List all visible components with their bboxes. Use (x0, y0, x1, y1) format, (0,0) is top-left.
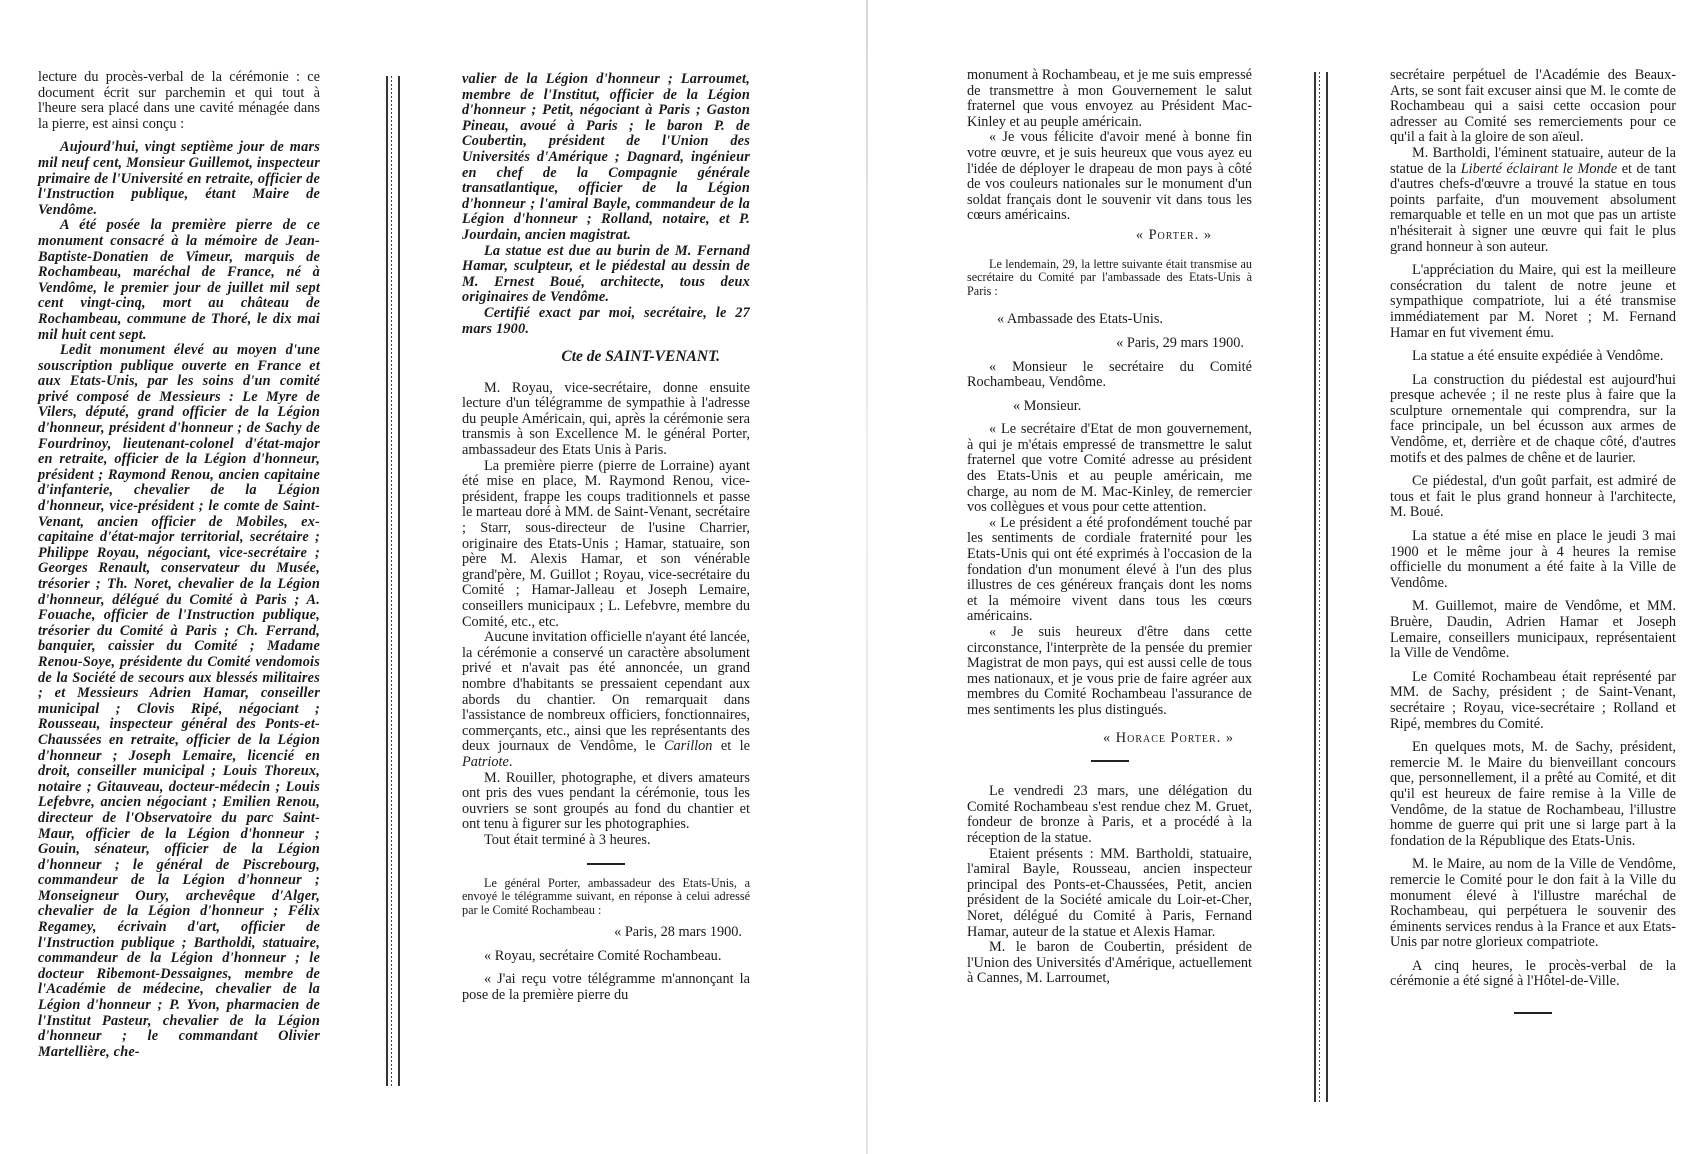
paragraph: Le vendredi 23 mars, une délégation du Comité Rochambeau s'est rendue chez M. Gruet, fondeur de bronze à Paris, et a procédé à la réception de la statue. (967, 783, 1252, 846)
paragraph: Le lendemain, 29, la lettre suivante était transmise au secrétaire du Comité par l'ambassade des Etats-Unis à Paris : (967, 256, 1252, 298)
proces-verbal-paragraph: A été posée la première pierre de ce monument consacré à la mémoire de Jean-Baptiste-Donatien de Vimeur, marquis de Rochambeau, maréchal de France, né à Vendôme, le premier jour de juillet mil sept cent vingt-cinq, mort au château de Rochambeau, commune de Thoré, le dix mai mil huit cent sept. (38, 217, 320, 343)
column-rule (1314, 72, 1328, 1102)
proces-verbal-paragraph: valier de la Légion d'honneur ; Larroumet, membre de l'Institut, officier de la Légion d'honneur ; Petit, négociant à Paris ; Gaston Pineau, avoué à Paris ; le baron P. de Coubertin, président de l'Union des Universités d'Amérique ; Dagnard, ingénieur en chef de la Compagnie générale transatlantique, officier de la Légion d'honneur ; l'amiral Bayle, commandeur de la Légion d'honneur ; Rolland, notaire, et P. Jourdain, ancien magistrat. (462, 71, 750, 243)
signature: Cte de SAINT-VENANT. (561, 348, 720, 366)
column-4 (1390, 68, 1676, 1026)
text-run: et le (712, 738, 750, 755)
telegram-address: « Royau, secrétaire Comité Rochambeau. (484, 947, 722, 964)
paragraph: Tout était terminé à 3 heures. (484, 831, 651, 848)
paragraph: Ce piédestal, d'un goût parfait, est admiré de tous et fait le plus grand honneur à l'architecte, M. Boué. (1390, 473, 1676, 521)
letter-paragraph: « Le président a été profondément touché par les sentiments de cordiale fraternité pour les Etats-Unis qui ont été exprimés à l'occasion de la fondation d'un monument élevé à l'un des plus illustres de ces généreux français dont les noms et la mémoire vivent dans tous les cœurs américains. (967, 514, 1252, 625)
intro-paragraph: lecture du procès-verbal de la cérémonie : ce document écrit sur parchemin et qui tout à l'heure sera placé dans une cavité ménagée dans la pierre, est ainsi conçu : (38, 69, 320, 132)
letter-salutation: « Monsieur. (1013, 397, 1082, 414)
paragraph: secrétaire perpétuel de l'Académie des Beaux-Arts, se sont fait excuser ainsi que M. le comte de Rochambeau qui a saisi cette occasion pour adresser au Comité ses remerciements pour ce qu'il a fait à la gloire de son aïeul. (1390, 67, 1676, 146)
telegram-body: monument à Rochambeau, et je me suis empressé de transmettre à mon Gouvernement le salut fraternel que vous envoyez au Président Mac-Kinley et au peuple américain. (967, 67, 1252, 130)
text-run: et de tant d'autres chefs-d'œuvre a trouvé la statue en tous points parfaite, d'un mouvement absolument remarquable et telle en un mot que pas un artiste n'hésiterait à signer une œuvre qui fait le plus grand honneur à son auteur. (1390, 160, 1676, 255)
telegram-signature: « Porter. » (1135, 226, 1212, 243)
proces-verbal-certification: Certifié exact par moi, secrétaire, le 27 mars 1900. (462, 304, 750, 337)
paragraph: M. le Maire, au nom de la Ville de Vendôme, remercie le Comité pour le don fait à la Ville du monument élevé à l'illustre maréchal de Rochambeau, qui perpétuera le souvenir des éminents services rendus à la France et aux Etats-Unis par notre glorieux compatriote. (1390, 856, 1676, 951)
newspaper-title: Patriote (462, 753, 509, 770)
paragraph: Le Comité Rochambeau était représenté par MM. de Sachy, président ; de Saint-Venant, secrétaire ; Royau, vice-secrétaire ; Rolland et Ripé, membres du Comité. (1390, 668, 1676, 732)
proces-verbal-paragraph: La statue est due au burin de M. Fernand Hamar, sculpteur, et le piédestal au dessin de M. Ernest Boué, architecte, tous deux originaires de Vendôme. (462, 242, 750, 306)
proces-verbal-paragraph: Ledit monument élevé au moyen d'une souscription publique ouverte en France et aux Etats-Unis, par les soins d'un comité privé composé de Messieurs : Le Myre de Vilers, député, grand officier de la Légion d'honneur, président d'honneur ; de Sachy de Fourdrinoy, lieutenant-colonel d'état-major en retraite, officier de la Légion d'honneur, président ; Raymond Renou, ancien capitaine d'infanterie, chevalier de la Légion d'honneur, vice-président ; le comte de Saint-Venant, ancien officier de Mobiles, ex-capitaine d'état-major territorial, secrétaire ; Philippe Royau, négociant, vice-secrétaire ; Georges Renault, conservateur du Musée, trésorier ; Th. Noret, chevalier de la Légion d'honneur, délégué du Comité à Paris ; A. Fouache, officier de l'Instruction publique, trésorier du Comité à Paris ; Ch. Ferrand, banquier, caissier du Comité ; Madame Renou-Soye, présidente du Comité vendomois de la Société de secours aux blessés militaires ; et Messieurs Adrien Hamar, conseiller municipal ; Clovis Ripé, négociant ; Rousseau, inspecteur général des Ponts-et-Chaussées en retraite, officier de la Légion d'honneur ; Joseph Lemaire, licencié en droit, conseiller municipal ; Louis Thoreux, notaire ; Gitauveau, docteur-médecin ; Louis Lefebvre, ancien négociant ; Emilien Renou, directeur de l'Observatoire du parc Saint-Maur, officier de la Légion d'honneur ; Gouin, sénateur, officier de la Légion d'honneur ; le général de Piscrebourg, commandeur de la Légion d'honneur ; Monseigneur Oury, archevêque d'Alger, chevalier de la Légion d'honneur ; Félix Regamey, écrivain d'art, officier de l'Instruction publique ; Bartholdi, statuaire, commandeur de la Légion d'honneur ; le docteur Ribemont-Dessaignes, membre de l'Académie de médecine, chevalier de la Légion d'honneur ; P. Yvon, pharmacien de l'Institut Pasteur, chevalier de la Légion d'honneur ; le commandant Olivier Martellière, che- (38, 342, 320, 1060)
paragraph: A cinq heures, le procès-verbal de la cérémonie a été signé à l'Hôtel-de-Ville. (1390, 957, 1676, 990)
letter-paragraph: « Le secrétaire d'Etat de mon gouvernement, à qui je m'étais empressé de transmettre le salut fraternel que votre Comité adresse au président des Etats-Unis et au peuple américain, me charge, au nom de M. Mac-Kinley, de remercier vos collègues et vous pour cette attention. (967, 421, 1252, 516)
telegram-body: « Je vous félicite d'avoir mené à bonne fin votre œuvre, et je suis heureux que vous ayez eu l'idée de déployer le drapeau de mon pays à côté de vos couleurs nationales sur le monument d'un soldat français dont le souvenir vit dans tous les cœurs américains. (967, 129, 1252, 224)
artwork-title: Liberté éclairant le Monde (1460, 160, 1618, 177)
paragraph: M. Rouiller, photographe, et divers amateurs ont pris des vues pendant la cérémonie, tous les ouvriers se sont groupés au fond du chantier et ont tenu à figurer sur les photographies. (462, 769, 750, 833)
section-rule (587, 863, 625, 865)
newspaper-title: Carillon (663, 738, 713, 755)
column-2 (462, 72, 750, 1004)
paragraph: M. Royau, vice-secrétaire, donne ensuite lecture d'un télégramme de sympathie à l'adresse du peuple Américain, qui, après la cérémonie sera transmis à son Excellence M. le général Porter, ambassadeur des Etats Unis à Paris. (462, 379, 750, 459)
paragraph: La construction du piédestal est aujourd'hui presque achevée ; il ne reste plus à faire que la sculpture ornementale qui comprendra, sur la face principale, un bel écusson aux armes de Vendôme, et, derrière et de chaque côté, d'autres motifs et des palmes de chêne et de laurier. (1390, 371, 1676, 466)
letter-header: « Ambassade des Etats-Unis. (997, 311, 1163, 328)
column-1 (38, 70, 320, 1060)
paragraph: M. le baron de Coubertin, président de l'Union des Universités d'Amérique, actuellement à Cannes, M. Larroumet, (967, 939, 1252, 987)
section-rule (1091, 760, 1129, 762)
paragraph: Etaient présents : MM. Bartholdi, statuaire, l'amiral Bayle, Rousseau, ancien inspecteur principal des Ponts-et-Chaussées, Petit, ancien président de la Société amicale du Loir-et-Cher, Noret, délégué du Comité à Paris, Fernand Hamar, auteur de la statue et Alexis Hamar. (967, 845, 1252, 940)
paragraph: En quelques mots, M. de Sachy, président, remercie M. le Maire du bienveillant concours que, personnellement, il a prêté au Comité, et dit qu'il est heureux de faire remise à la Ville de Vendôme, de la statue de Rochambeau, l'illustre homme de guerre qui prit une si large part à la fondation de la République des Etats-Unis. (1390, 739, 1676, 849)
telegram-body: « J'ai reçu votre télégramme m'annonçant la pose de la première pierre du (462, 971, 750, 1004)
letter-signature: « Horace Porter. » (1103, 729, 1234, 746)
column-3 (967, 68, 1252, 987)
proces-verbal-paragraph: Aujourd'hui, vingt septième jour de mars mil neuf cent, Monsieur Guillemot, inspecteur primaire de l'Université en retraite, officier de l'Instruction publique, étant Maire de Vendôme. (38, 139, 320, 218)
telegram-date: « Paris, 28 mars 1900. (614, 924, 742, 941)
column-rule (386, 76, 400, 1086)
paragraph (462, 630, 750, 770)
paragraph: La statue a été mise en place le jeudi 3 mai 1900 et le même jour à 4 heures la remise officielle du monument a été faite à la Ville de Vendôme. (1390, 528, 1676, 591)
section-rule (1514, 1012, 1552, 1014)
paragraph: Le général Porter, ambassadeur des Etats-Unis, a envoyé le télégramme suivant, en réponse à celui adressé par le Comité Rochambeau : (462, 875, 750, 917)
letter-paragraph: « Je suis heureux d'être dans cette circonstance, l'interprète de la pensée du premier Magistrat de mon pays, qui est aussi celle de tous mes nationaux, et je vous prie de faire agréer aux membres du Comité Rochambeau l'assurance de mes sentiments les plus distingués. (967, 624, 1252, 718)
paragraph: La première pierre (pierre de Lorraine) ayant été mise en place, M. Raymond Renou, vice-président, frappe les coups traditionnels et passe le marteau doré à MM. de Saint-Venant, secrétaire ; Starr, sous-directeur de l'usine Charrier, originaire des Etats-Unis ; Hamar, statuaire, son père M. Alexis Hamar, et son vénérable grand'père, M. Guillot ; Royau, vice-secrétaire du Comité ; Hamar-Jalleau et Joseph Lemaire, conseillers municipaux ; L. Lefebvre, membre du Comité, etc., etc. (462, 457, 750, 630)
text-run: . (508, 753, 513, 770)
text-run: M. Bartholdi, l'éminent statuaire, auteur de la statue de la (1390, 144, 1676, 177)
paragraph: L'appréciation du Maire, qui est la meilleure consécration du talent de notre jeune et sympathique compatriote, lui a été transmise immédiatement par M. Noret ; M. Fernand Hamar en fut vivement ému. (1390, 262, 1676, 341)
paragraph: La statue a été ensuite expédiée à Vendôme. (1412, 348, 1664, 365)
page-gutter (866, 0, 868, 1154)
letter-date: « Paris, 29 mars 1900. (1116, 334, 1244, 351)
paragraph: M. Guillemot, maire de Vendôme, et MM. Bruère, Daudin, Adrien Hamar et Joseph Lemaire, conseillers municipaux, représentaient la Ville de Vendôme. (1390, 598, 1676, 662)
paragraph (1390, 146, 1676, 255)
text-run: Aucune invitation officielle n'ayant été lancée, la cérémonie a conservé un caractère absolument privé et n'avait pas été annoncée, un grand nombre d'habitants se pressaient cependant aux abords du chantier. On remarquait dans l'assistance de nombreux officiers, fonctionnaires, commerçants, etc., ainsi que les représentants des deux journaux de Vendôme, le (462, 629, 750, 755)
letter-address: « Monsieur le secrétaire du Comité Rochambeau, Vendôme. (967, 358, 1252, 391)
